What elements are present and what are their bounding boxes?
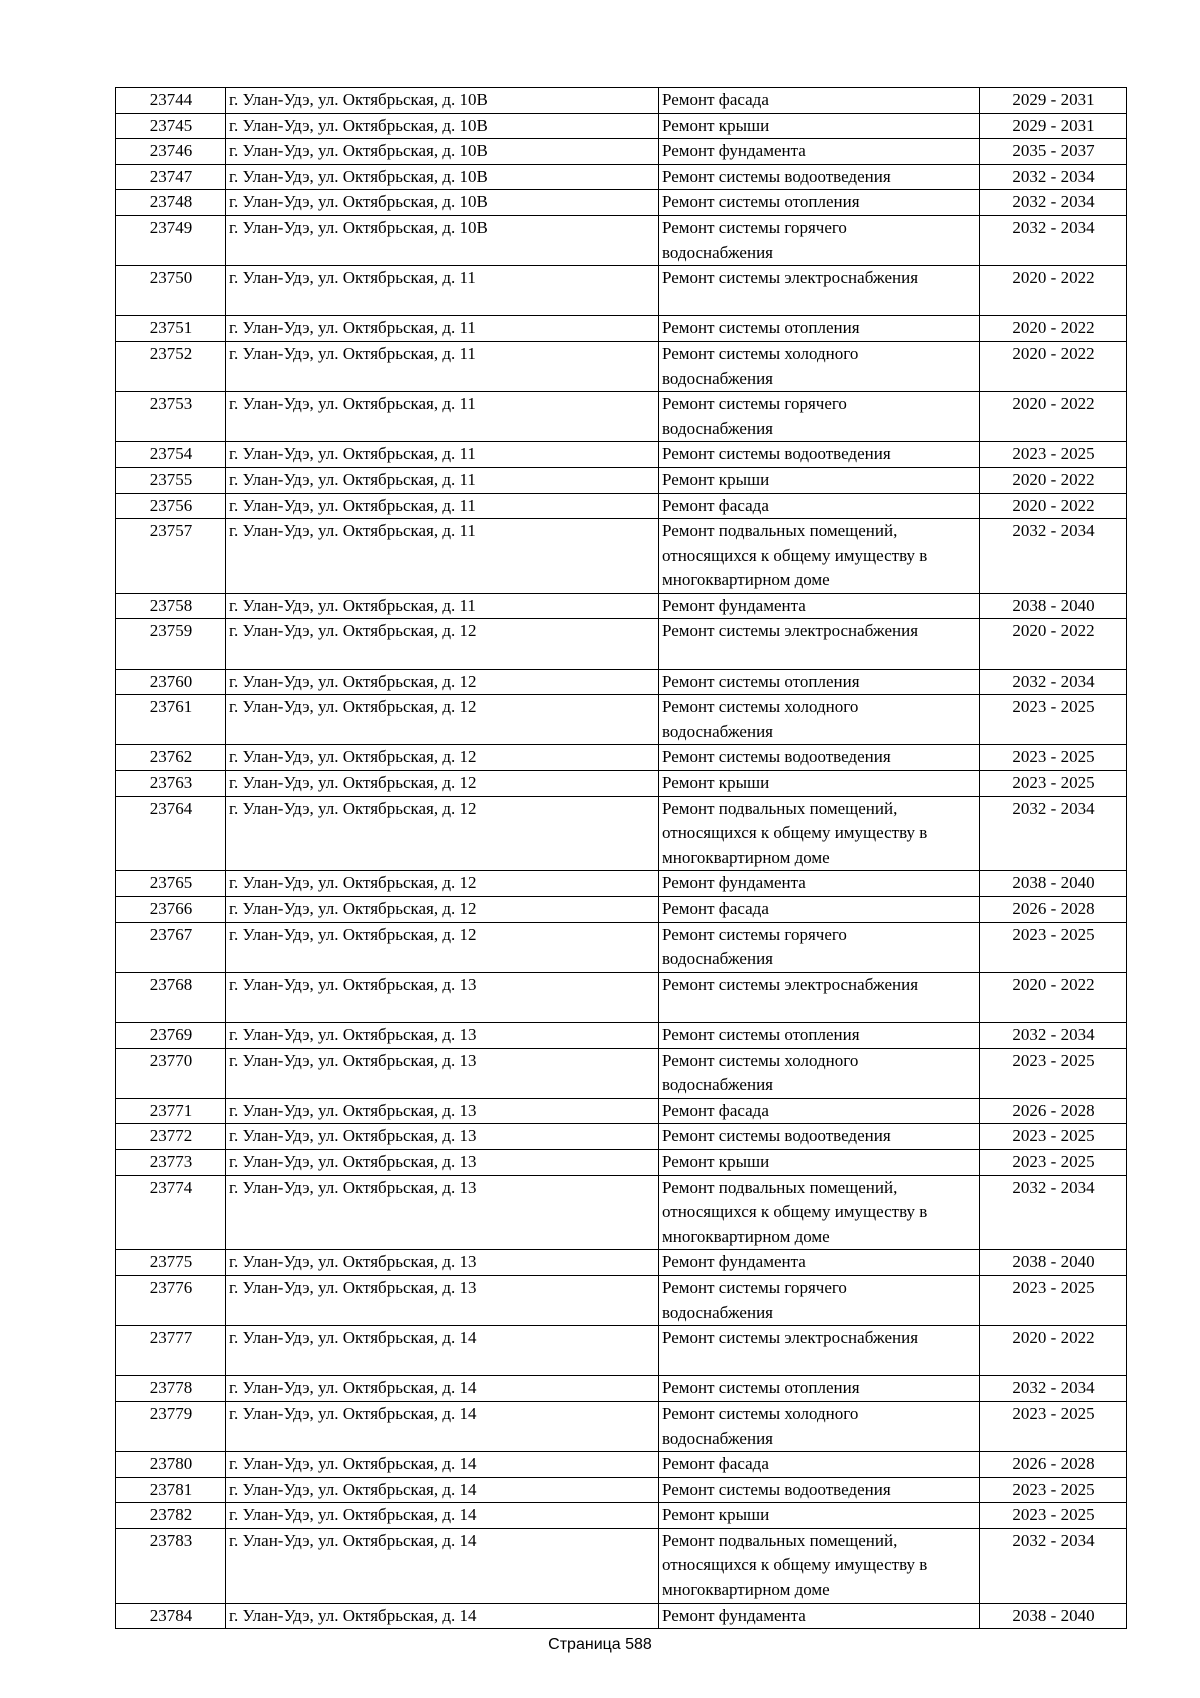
table-row xyxy=(116,771,1127,797)
table-row xyxy=(116,341,1127,391)
work-type-line: многоквартирном доме xyxy=(662,847,830,867)
building-address: г. Улан-Удэ, ул. Октябрьская, д. 11 xyxy=(226,316,659,342)
planned-period: 2020 - 2022 xyxy=(980,266,1127,316)
record-number: 23769 xyxy=(116,1023,226,1049)
table-row xyxy=(116,1124,1127,1150)
work-type-line: водоснабжения xyxy=(662,949,773,969)
planned-period: 2032 - 2034 xyxy=(980,1528,1127,1603)
work-type-line: Ремонт системы водоотведения xyxy=(662,1479,891,1499)
planned-period: 2026 - 2028 xyxy=(980,1452,1127,1478)
table-row xyxy=(116,139,1127,165)
building-address: г. Улан-Удэ, ул. Октябрьская, д. 11 xyxy=(226,341,659,391)
building-address: г. Улан-Удэ, ул. Октябрьская, д. 14 xyxy=(226,1603,659,1629)
work-type xyxy=(659,1452,980,1478)
work-type-line: Ремонт фундамента xyxy=(662,1605,806,1625)
building-address: г. Улан-Удэ, ул. Октябрьская, д. 14 xyxy=(226,1477,659,1503)
work-type xyxy=(659,1376,980,1402)
table-row xyxy=(116,113,1127,139)
work-type xyxy=(659,1528,980,1603)
building-address: г. Улан-Удэ, ул. Октябрьская, д. 10В xyxy=(226,88,659,114)
page-number: Страница 588 xyxy=(548,1636,652,1653)
record-number: 23781 xyxy=(116,1477,226,1503)
record-number: 23753 xyxy=(116,392,226,442)
table-row xyxy=(116,619,1127,669)
work-type xyxy=(659,1175,980,1250)
building-address: г. Улан-Удэ, ул. Октябрьская, д. 14 xyxy=(226,1503,659,1529)
work-type-line: Ремонт фасада xyxy=(662,899,769,919)
record-number: 23759 xyxy=(116,619,226,669)
work-type-line: Ремонт крыши xyxy=(662,115,770,135)
planned-period: 2035 - 2037 xyxy=(980,139,1127,165)
work-type-line: Ремонт системы водоотведения xyxy=(662,444,891,464)
building-address: г. Улан-Удэ, ул. Октябрьская, д. 13 xyxy=(226,972,659,1022)
planned-period: 2020 - 2022 xyxy=(980,972,1127,1022)
record-number: 23764 xyxy=(116,796,226,871)
planned-period: 2032 - 2034 xyxy=(980,1376,1127,1402)
record-number: 23777 xyxy=(116,1326,226,1376)
work-type xyxy=(659,139,980,165)
building-address: г. Улан-Удэ, ул. Октябрьская, д. 13 xyxy=(226,1175,659,1250)
record-number: 23771 xyxy=(116,1098,226,1124)
record-number: 23776 xyxy=(116,1275,226,1325)
work-type xyxy=(659,897,980,923)
work-type-line: Ремонт фасада xyxy=(662,495,769,515)
record-number: 23755 xyxy=(116,467,226,493)
table-row xyxy=(116,745,1127,771)
work-type xyxy=(659,695,980,745)
planned-period: 2020 - 2022 xyxy=(980,619,1127,669)
planned-period: 2023 - 2025 xyxy=(980,1124,1127,1150)
work-type-line: Ремонт системы холодного xyxy=(662,343,859,363)
table-row xyxy=(116,669,1127,695)
record-number: 23782 xyxy=(116,1503,226,1529)
building-address: г. Улан-Удэ, ул. Октябрьская, д. 10В xyxy=(226,215,659,265)
work-type xyxy=(659,1023,980,1049)
work-type-line: Ремонт системы электроснабжения xyxy=(662,1328,919,1348)
planned-period: 2020 - 2022 xyxy=(980,467,1127,493)
record-number: 23765 xyxy=(116,871,226,897)
table-row xyxy=(116,88,1127,114)
work-type-line: Ремонт системы холодного xyxy=(662,697,859,717)
record-number: 23772 xyxy=(116,1124,226,1150)
work-type xyxy=(659,1503,980,1529)
table-row xyxy=(116,316,1127,342)
table-row xyxy=(116,1401,1127,1451)
table-row xyxy=(116,1376,1127,1402)
work-type-line: Ремонт подвальных помещений, xyxy=(662,1530,898,1550)
building-address: г. Улан-Удэ, ул. Октябрьская, д. 10В xyxy=(226,139,659,165)
planned-period: 2032 - 2034 xyxy=(980,164,1127,190)
planned-period: 2023 - 2025 xyxy=(980,1503,1127,1529)
work-type-line: Ремонт крыши xyxy=(662,1505,770,1525)
work-type xyxy=(659,88,980,114)
work-type-line: Ремонт системы холодного xyxy=(662,1403,859,1423)
work-type xyxy=(659,190,980,216)
work-type xyxy=(659,1477,980,1503)
planned-period: 2023 - 2025 xyxy=(980,922,1127,972)
planned-period: 2020 - 2022 xyxy=(980,341,1127,391)
work-type xyxy=(659,669,980,695)
work-type xyxy=(659,1250,980,1276)
table-row xyxy=(116,1048,1127,1098)
record-number: 23761 xyxy=(116,695,226,745)
work-type-line: Ремонт системы отопления xyxy=(662,671,860,691)
work-type xyxy=(659,1149,980,1175)
work-type xyxy=(659,266,980,316)
work-type-line: Ремонт системы отопления xyxy=(662,1025,860,1044)
planned-period: 2023 - 2025 xyxy=(980,1149,1127,1175)
building-address: г. Улан-Удэ, ул. Октябрьская, д. 10В xyxy=(226,164,659,190)
planned-period: 2038 - 2040 xyxy=(980,593,1127,619)
building-address: г. Улан-Удэ, ул. Октябрьская, д. 13 xyxy=(226,1149,659,1175)
building-address: г. Улан-Удэ, ул. Октябрьская, д. 12 xyxy=(226,897,659,923)
work-type-line: относящихся к общему имуществу в xyxy=(662,1555,928,1575)
record-number: 23744 xyxy=(116,88,226,114)
planned-period: 2023 - 2025 xyxy=(980,1275,1127,1325)
table-row xyxy=(116,1528,1127,1603)
table-row xyxy=(116,215,1127,265)
record-number: 23756 xyxy=(116,493,226,519)
planned-period: 2020 - 2022 xyxy=(980,493,1127,519)
planned-period: 2020 - 2022 xyxy=(980,316,1127,342)
work-type-line: водоснабжения xyxy=(662,1302,773,1322)
record-number: 23757 xyxy=(116,519,226,594)
table-row xyxy=(116,1175,1127,1250)
table-row xyxy=(116,922,1127,972)
work-type-line: многоквартирном доме xyxy=(662,1580,830,1600)
record-number: 23768 xyxy=(116,972,226,1022)
work-type xyxy=(659,164,980,190)
table-row xyxy=(116,519,1127,594)
building-address: г. Улан-Удэ, ул. Октябрьская, д. 13 xyxy=(226,1023,659,1049)
work-type-line: Ремонт системы водоотведения xyxy=(662,1126,891,1146)
building-address: г. Улан-Удэ, ул. Октябрьская, д. 14 xyxy=(226,1326,659,1376)
table-row xyxy=(116,871,1127,897)
record-number: 23780 xyxy=(116,1452,226,1478)
building-address: г. Улан-Удэ, ул. Октябрьская, д. 14 xyxy=(226,1528,659,1603)
work-type xyxy=(659,871,980,897)
work-type xyxy=(659,316,980,342)
table-row xyxy=(116,1503,1127,1529)
work-type-line: Ремонт фундамента xyxy=(662,873,806,893)
work-type-line: водоснабжения xyxy=(662,242,773,262)
table-row xyxy=(116,897,1127,923)
planned-period: 2020 - 2022 xyxy=(980,1326,1127,1376)
work-type-line: Ремонт фундамента xyxy=(662,141,806,161)
work-type xyxy=(659,593,980,619)
building-address: г. Улан-Удэ, ул. Октябрьская, д. 12 xyxy=(226,745,659,771)
table-row xyxy=(116,1603,1127,1629)
building-address: г. Улан-Удэ, ул. Октябрьская, д. 11 xyxy=(226,392,659,442)
table-row xyxy=(116,1326,1127,1376)
work-type xyxy=(659,619,980,669)
work-type-line: водоснабжения xyxy=(662,418,773,438)
work-type-line: Ремонт системы горячего xyxy=(662,394,847,414)
planned-period: 2026 - 2028 xyxy=(980,1098,1127,1124)
work-type xyxy=(659,215,980,265)
work-type-line: Ремонт фундамента xyxy=(662,1252,806,1272)
table-row xyxy=(116,442,1127,468)
planned-period: 2023 - 2025 xyxy=(980,442,1127,468)
record-number: 23749 xyxy=(116,215,226,265)
building-address: г. Улан-Удэ, ул. Октябрьская, д. 11 xyxy=(226,493,659,519)
work-type-line: Ремонт фундамента xyxy=(662,595,806,615)
record-number: 23784 xyxy=(116,1603,226,1629)
work-type-line: Ремонт крыши xyxy=(662,1151,770,1171)
table-row xyxy=(116,190,1127,216)
building-address: г. Улан-Удэ, ул. Октябрьская, д. 13 xyxy=(226,1098,659,1124)
work-type xyxy=(659,796,980,871)
work-type-line: водоснабжения xyxy=(662,1428,773,1448)
planned-period: 2023 - 2025 xyxy=(980,1401,1127,1451)
work-type xyxy=(659,113,980,139)
table-row xyxy=(116,266,1127,316)
work-type xyxy=(659,745,980,771)
work-type-line: относящихся к общему имуществу в xyxy=(662,823,928,843)
record-number: 23751 xyxy=(116,316,226,342)
table-row xyxy=(116,493,1127,519)
building-address: г. Улан-Удэ, ул. Октябрьская, д. 10В xyxy=(226,190,659,216)
table-row xyxy=(116,1452,1127,1478)
work-type-line: Ремонт системы отопления xyxy=(662,1378,860,1398)
work-type xyxy=(659,1401,980,1451)
planned-period: 2023 - 2025 xyxy=(980,1477,1127,1503)
work-type-line: Ремонт крыши xyxy=(662,469,770,489)
record-number: 23778 xyxy=(116,1376,226,1402)
building-address: г. Улан-Удэ, ул. Октябрьская, д. 13 xyxy=(226,1048,659,1098)
planned-period: 2032 - 2034 xyxy=(980,215,1127,265)
work-type xyxy=(659,392,980,442)
record-number: 23783 xyxy=(116,1528,226,1603)
table-row xyxy=(116,695,1127,745)
record-number: 23754 xyxy=(116,442,226,468)
building-address: г. Улан-Удэ, ул. Октябрьская, д. 12 xyxy=(226,796,659,871)
work-type-line: Ремонт системы холодного xyxy=(662,1050,859,1070)
work-type xyxy=(659,1326,980,1376)
building-address: г. Улан-Удэ, ул. Октябрьская, д. 10В xyxy=(226,113,659,139)
repair-schedule-table xyxy=(115,87,1127,1629)
record-number: 23745 xyxy=(116,113,226,139)
work-type-line: многоквартирном доме xyxy=(662,1226,830,1246)
table-row xyxy=(116,1477,1127,1503)
planned-period: 2023 - 2025 xyxy=(980,1048,1127,1098)
table-row xyxy=(116,1149,1127,1175)
work-type xyxy=(659,771,980,797)
record-number: 23774 xyxy=(116,1175,226,1250)
table-row xyxy=(116,467,1127,493)
work-type-line: Ремонт системы горячего xyxy=(662,1277,847,1297)
work-type-line: Ремонт системы горячего xyxy=(662,924,847,944)
building-address: г. Улан-Удэ, ул. Октябрьская, д. 14 xyxy=(226,1401,659,1451)
record-number: 23750 xyxy=(116,266,226,316)
planned-period: 2032 - 2034 xyxy=(980,190,1127,216)
work-type xyxy=(659,972,980,1022)
table-row xyxy=(116,1023,1127,1049)
building-address: г. Улан-Удэ, ул. Октябрьская, д. 12 xyxy=(226,922,659,972)
work-type-line: водоснабжения xyxy=(662,721,773,741)
planned-period: 2029 - 2031 xyxy=(980,88,1127,114)
building-address: г. Улан-Удэ, ул. Октябрьская, д. 11 xyxy=(226,593,659,619)
record-number: 23763 xyxy=(116,771,226,797)
work-type-line: Ремонт системы водоотведения xyxy=(662,166,891,186)
building-address: г. Улан-Удэ, ул. Октябрьская, д. 12 xyxy=(226,669,659,695)
work-type-line: водоснабжения xyxy=(662,368,773,388)
planned-period: 2029 - 2031 xyxy=(980,113,1127,139)
planned-period: 2032 - 2034 xyxy=(980,1175,1127,1250)
repair-schedule-body xyxy=(116,88,1127,1629)
work-type xyxy=(659,1098,980,1124)
record-number: 23762 xyxy=(116,745,226,771)
record-number: 23770 xyxy=(116,1048,226,1098)
record-number: 23758 xyxy=(116,593,226,619)
planned-period: 2023 - 2025 xyxy=(980,695,1127,745)
planned-period: 2023 - 2025 xyxy=(980,745,1127,771)
table-row xyxy=(116,1098,1127,1124)
planned-period: 2023 - 2025 xyxy=(980,771,1127,797)
building-address: г. Улан-Удэ, ул. Октябрьская, д. 13 xyxy=(226,1275,659,1325)
building-address: г. Улан-Удэ, ул. Октябрьская, д. 14 xyxy=(226,1452,659,1478)
building-address: г. Улан-Удэ, ул. Октябрьская, д. 11 xyxy=(226,266,659,316)
work-type xyxy=(659,1124,980,1150)
work-type-line: Ремонт подвальных помещений, xyxy=(662,521,898,541)
table-row xyxy=(116,796,1127,871)
record-number: 23746 xyxy=(116,139,226,165)
work-type-line: относящихся к общему имуществу в xyxy=(662,545,928,565)
table-row xyxy=(116,972,1127,1022)
work-type-line: Ремонт системы электроснабжения xyxy=(662,974,919,994)
work-type-line: Ремонт системы отопления xyxy=(662,192,860,212)
record-number: 23752 xyxy=(116,341,226,391)
work-type xyxy=(659,1048,980,1098)
work-type xyxy=(659,467,980,493)
planned-period: 2032 - 2034 xyxy=(980,519,1127,594)
work-type-line: Ремонт системы электроснабжения xyxy=(662,621,919,641)
work-type xyxy=(659,442,980,468)
work-type xyxy=(659,922,980,972)
table-row xyxy=(116,593,1127,619)
work-type-line: Ремонт подвальных помещений, xyxy=(662,1177,898,1197)
work-type-line: Ремонт подвальных помещений, xyxy=(662,798,898,818)
work-type-line: водоснабжения xyxy=(662,1075,773,1095)
record-number: 23767 xyxy=(116,922,226,972)
work-type-line: Ремонт фасада xyxy=(662,1454,769,1474)
work-type-line: Ремонт системы горячего xyxy=(662,217,847,237)
work-type-line: Ремонт крыши xyxy=(662,773,770,793)
planned-period: 2038 - 2040 xyxy=(980,871,1127,897)
building-address: г. Улан-Удэ, ул. Октябрьская, д. 12 xyxy=(226,619,659,669)
record-number: 23773 xyxy=(116,1149,226,1175)
building-address: г. Улан-Удэ, ул. Октябрьская, д. 14 xyxy=(226,1376,659,1402)
building-address: г. Улан-Удэ, ул. Октябрьская, д. 12 xyxy=(226,695,659,745)
table-row xyxy=(116,164,1127,190)
record-number: 23766 xyxy=(116,897,226,923)
planned-period: 2038 - 2040 xyxy=(980,1603,1127,1629)
planned-period: 2026 - 2028 xyxy=(980,897,1127,923)
planned-period: 2020 - 2022 xyxy=(980,392,1127,442)
work-type xyxy=(659,519,980,594)
record-number: 23747 xyxy=(116,164,226,190)
record-number: 23775 xyxy=(116,1250,226,1276)
building-address: г. Улан-Удэ, ул. Октябрьская, д. 11 xyxy=(226,519,659,594)
building-address: г. Улан-Удэ, ул. Октябрьская, д. 11 xyxy=(226,442,659,468)
work-type-line: Ремонт системы отопления xyxy=(662,318,860,338)
record-number: 23748 xyxy=(116,190,226,216)
building-address: г. Улан-Удэ, ул. Октябрьская, д. 12 xyxy=(226,871,659,897)
work-type xyxy=(659,493,980,519)
work-type xyxy=(659,341,980,391)
work-type-line: Ремонт системы электроснабжения xyxy=(662,268,919,288)
work-type xyxy=(659,1275,980,1325)
record-number: 23760 xyxy=(116,669,226,695)
planned-period: 2038 - 2040 xyxy=(980,1250,1127,1276)
planned-period: 2032 - 2034 xyxy=(980,796,1127,871)
building-address: г. Улан-Удэ, ул. Октябрьская, д. 11 xyxy=(226,467,659,493)
work-type xyxy=(659,1603,980,1629)
planned-period: 2032 - 2034 xyxy=(980,669,1127,695)
building-address: г. Улан-Удэ, ул. Октябрьская, д. 13 xyxy=(226,1250,659,1276)
planned-period: 2032 - 2034 xyxy=(980,1023,1127,1049)
record-number: 23779 xyxy=(116,1401,226,1451)
work-type-line: Ремонт фасада xyxy=(662,90,769,109)
table-row xyxy=(116,1250,1127,1276)
work-type-line: Ремонт фасада xyxy=(662,1100,769,1120)
building-address: г. Улан-Удэ, ул. Октябрьская, д. 12 xyxy=(226,771,659,797)
building-address: г. Улан-Удэ, ул. Октябрьская, д. 13 xyxy=(226,1124,659,1150)
work-type-line: многоквартирном доме xyxy=(662,570,830,590)
work-type-line: Ремонт системы водоотведения xyxy=(662,747,891,767)
table-row xyxy=(116,392,1127,442)
work-type-line: относящихся к общему имуществу в xyxy=(662,1202,928,1222)
table-row xyxy=(116,1275,1127,1325)
